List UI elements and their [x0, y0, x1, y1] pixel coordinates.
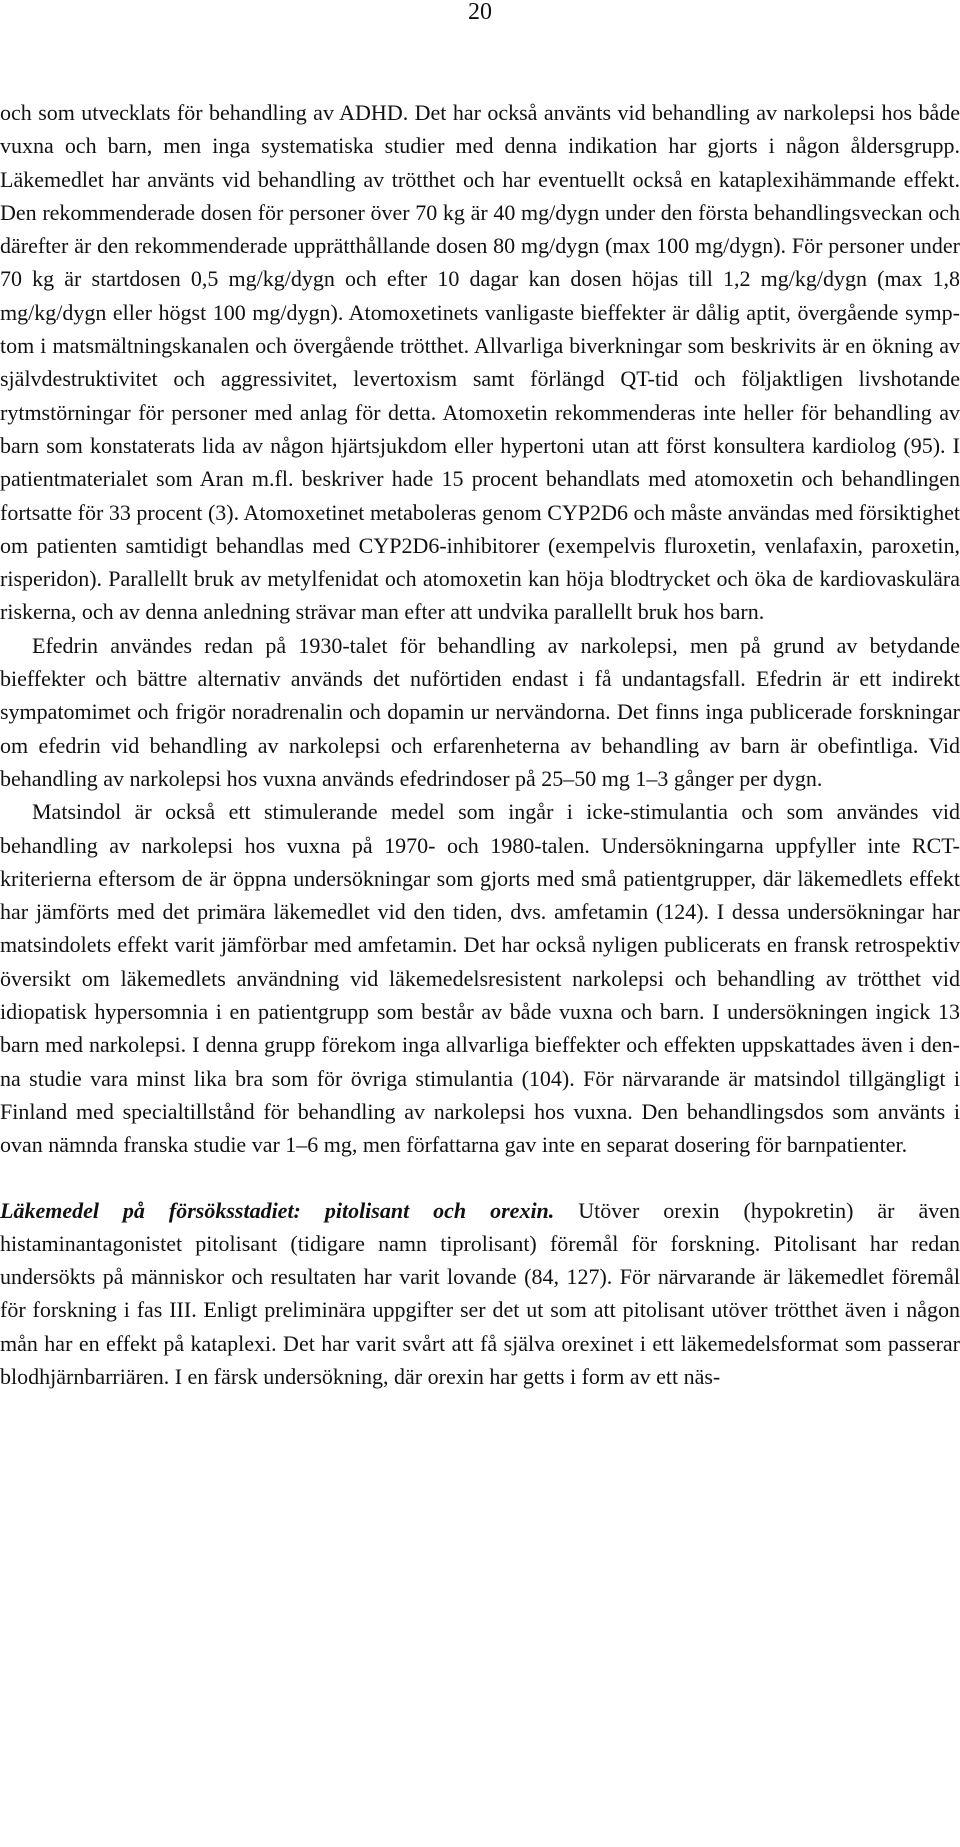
paragraph-atomoxetin: och som utvecklats för behandling av ADHD. Det har också använts vid behandling av narkolepsi hos både vuxna och barn, men inga systematiska studier med denna indikation har gjorts i någon åldersgrupp. Läkemedlet har använts vid behandling av trötthet och har eventuellt också en kataplexihämmande effekt. Den rekommenderade dosen för personer över 70 kg är 40 mg/dygn under den första behandlingsveckan och därefter är den rekommenderade upprätthållande dosen 80 mg/dygn (max 100 mg/dygn). För personer under 70 kg är startdosen 0,5 mg/kg/dygn och efter 10 dagar kan dosen höjas till 1,2 mg/kg/dygn (max 1,8 mg/kg/dygn eller högst 100 mg/dygn). Atomoxetinets vanligaste bieffekter är dålig aptit, övergående symptom i matsmältningskanalen och övergående trötthet. Allvarliga biverkningar som beskrivits är en ökning av självdestruktivitet och aggressivitet, levertoxism samt förlängd QT-tid och följaktligen livshotande rytmstörningar för personer med anlag för detta. Atomoxetin rekommenderas inte heller för behandling av barn som konstaterats lida av någon hjärtsjukdom eller hypertoni utan att först konsultera kardiolog (95). I patientmaterialet som Aran m.fl. beskriver hade 15 procent behandlats med atomoxetin och behandlingen fortsatte för 33 procent (3). Atomoxetinet metaboleras genom CYP2D6 och måste användas med försiktighet om patienten samtidigt behandlas med CYP2D6-inhibitorer (exempelvis fluroxetin, venlafaxin, paroxetin, risperidon). Parallellt bruk av metylfenidat och atomoxetin kan höja blodtrycket och öka de kardiovaskulära riskerna, och av denna anledning strävar man efter att undvika parallellt bruk hos barn. [0, 100, 960, 625]
section-body: Utöver orexin (hypokretin) är även histaminantagonistet pitolisant (tidigare namn tiprolisant) föremål för forskning. Pitolisant har redan undersökts på människor och resultaten har varit lovande (84, 127). För närvarande är läkemedlet föremål för forskning i fas III. Enligt preliminära uppgifter ser det ut som att pitolisant utöver trötthet även i någon mån har en effekt på kataplexi. Det har varit svårt att få själva orexinet i ett läkemedelsformat som passerar blodhjärnbarriären. I en färsk undersökning, där orexin har getts i form av ett näs- [0, 1197, 960, 1389]
paragraph-efedrin: Efedrin användes redan på 1930-talet för behandling av narkolepsi, men på grund av betydande bieffekter och bättre alternativ används det nuförtiden endast i få undantagsfall. Efedrin är ett indirekt sympatomimet och frigör noradrenalin och dopamin ur nervändorna. Det finns inga publicerade forskningar om efedrin vid behandling av narkolepsi och erfarenheterna av behandling av barn är obefintliga. Vid behandling av narkolepsi hos vuxna används efedrindoser på 25–50 mg 1–3 gånger per dygn. [0, 632, 960, 791]
section-heading: Läkemedel på försöksstadiet: pitolisant och orexin. [0, 1197, 555, 1223]
body-text [0, 96, 960, 1393]
paragraph-pitolisant-orexin [0, 1194, 960, 1394]
paragraph-matsindol: Matsindol är också ett stimulerande medel som ingår i icke-stimulantia och som användes vid behandling av narkolepsi hos vuxna på 1970- och 1980-talen. Undersökningarna uppfyller inte RCT-kriterierna eftersom de är öppna undersökningar som gjorts med små patientgrupper, där läkemedlets effekt har jämförts med det primära läkemedlet vid den tiden, dvs. amfetamin (124). I dessa undersökningar har matsindolets effekt varit jämförbar med amfetamin. Det har också nyligen publicerats en fransk retrospektiv översikt om läkemedlets användning vid läkemedelsresistent narkolepsi och behandling av trötthet vid idiopatisk hypersomnia i en patientgrupp som består av både vuxna och barn. I undersökningen ingick 13 barn med narkolepsi. I denna grupp förekom inga allvarliga bieffekter och effekten uppskattades även i denna studie vara minst lika bra som för övriga stimulantia (104). För närvarande är matsindol tillgängligt i Finland med specialtillstånd för behandling av narkolepsi hos vuxna. Den behandlingsdos som använts i ovan nämnda franska studie var 1–6 mg, men författarna gav inte en separat dosering för barnpatienter. [0, 799, 960, 1158]
page-number: 20 [468, 0, 492, 25]
